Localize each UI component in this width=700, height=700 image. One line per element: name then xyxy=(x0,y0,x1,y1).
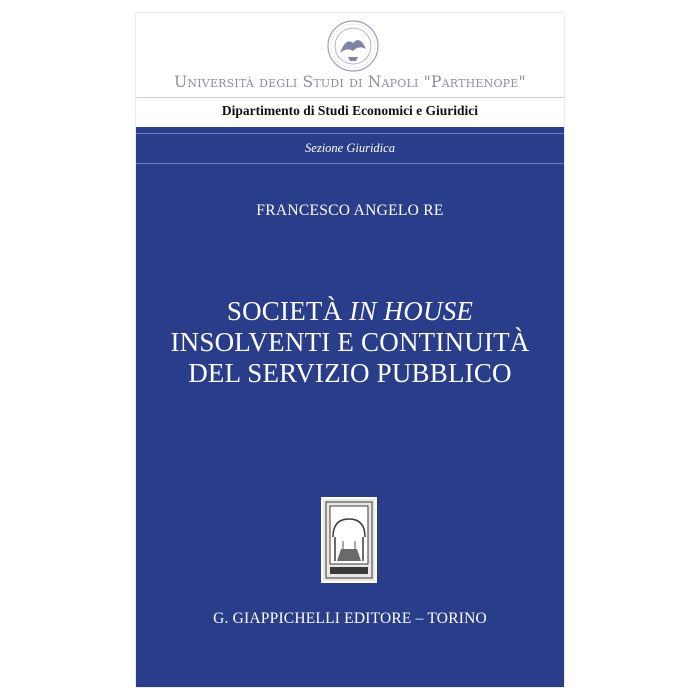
title-line-2: INSOLVENTI E CONTINUITÀ xyxy=(170,327,530,357)
title-line-3: DEL SERVIZIO PUBBLICO xyxy=(188,358,512,388)
divider-section-bottom xyxy=(136,163,564,164)
book-title xyxy=(136,296,564,389)
title-line-1 xyxy=(136,296,564,327)
divider-top xyxy=(136,97,564,98)
department-name: Dipartimento di Studi Economici e Giuridici xyxy=(221,103,479,118)
publisher-name: G. GIAPPICHELLI EDITORE – TORINO xyxy=(213,610,487,627)
university-name: Università degli Studi di Napoli "Parthenope" xyxy=(174,73,526,91)
publisher-logo-icon xyxy=(321,497,377,583)
book-cover xyxy=(136,13,564,687)
title-line-1-prefix: SOCIETÀ xyxy=(226,296,350,326)
section-name: Sezione Giuridica xyxy=(305,141,395,155)
header-band xyxy=(136,13,564,127)
author-name: FRANCESCO ANGELO RE xyxy=(256,202,444,219)
university-seal-icon xyxy=(326,19,380,73)
title-line-1-italic: IN HOUSE xyxy=(349,296,474,326)
divider-section-top xyxy=(136,133,564,134)
